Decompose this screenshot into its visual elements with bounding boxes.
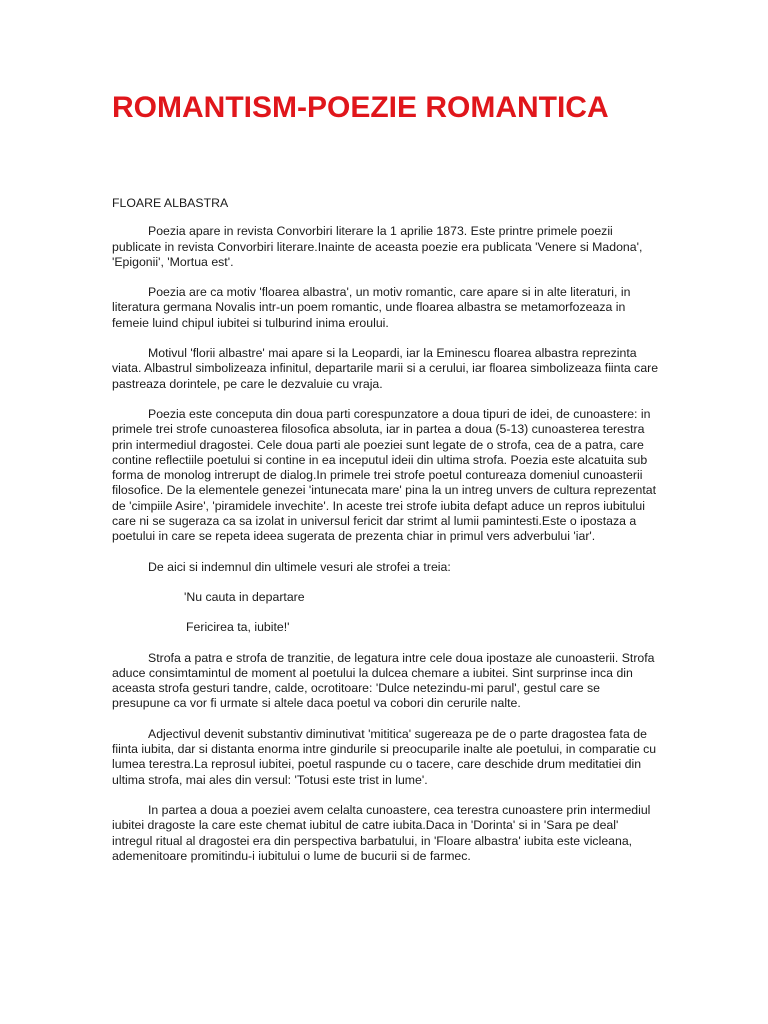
paragraph: Poezia are ca motiv 'floarea albastra', un motiv romantic, care apare si in alte literaturi, in literatura germana Novalis intr-un poem romantic, unde floarea albastra se metamorfozeaza in femeie luind chipul iubitei si tulburind inima eroului. [112, 285, 631, 330]
verse-line: 'Nu cauta in departare [184, 589, 305, 604]
paragraph: In partea a doua a poeziei avem celalta cunoastere, cea terestra cunoastere prin intermediul iubitei dragoste la care este chemat iubitul de catre iubita.Daca in 'Dorinta' si in 'Sara pe deal' intregul ritual al dragostei era din perspectiva barbatului, in 'Floare albastra' iubita este vicleana, ademenitoare promitindu-i iubitului o lume de bucurii si de farmec. [112, 802, 651, 863]
paragraph: De aici si indemnul din ultimele vesuri ale strofei a treia: [148, 559, 451, 574]
paragraph: Poezia apare in revista Convorbiri literare la 1 aprilie 1873. Este printre primele poezii publicate in revista Convorbiri literare.Inainte de aceasta poezie era publicata 'Venere si Madona', 'Epigonii', 'Mortua est'. [112, 224, 643, 269]
section-subtitle: FLOARE ALBASTRA [112, 196, 229, 210]
paragraph: Adjectivul devenit substantiv diminutivat 'mititica' sugereaza pe de o parte dragostea fata de fiinta iubita, dar si distanta enorma intre gindurile si preocuparile inalte ale poetului, in comparatie cu lumea terestra.La reprosul iubitei, poetul raspunde cu o tacere, care deschide drum meditatiei din ultima strofa, mai ales din versul: 'Totusi este trist in lume'. [112, 726, 657, 787]
page-title: ROMANTISM-POEZIE ROMANTICA [112, 91, 609, 124]
paragraph: Motivul 'florii albastre' mai apare si la Leopardi, iar la Eminescu floarea albastra reprezinta viata. Albastrul simbolizeaza infinitul, departarile marii si a cerului, iar floarea simbolizeaza fiinta care pastreaza dorintele, pe care le dezvaluie cu vraja. [112, 346, 659, 391]
paragraph: Poezia este conceputa din doua parti corespunzatore a doua tipuri de idei, de cunoastere: in primele trei strofe cunoasterea filosofica absoluta, iar in partea a doua (5-13) cunoasterea terestra prin intermediul dragostei. Cele doua parti ale poeziei sunt legate de o strofa, cea de a patra, care contine reflectiile poetului si contine in ea inceputul ideii din ultima strofa. Poezia este alcatuita sub forma de monolog intrerupt de dialog.In primele trei strofe poetul contureaza domeniul cunoasterii filosofice. De la elementele genezei 'intunecata mare' pina la un intreg unvers de cultura reprezentat de 'cimpiile Asire', 'piramidele invechite'. In aceste trei strofe iubita defapt aduce un repros iubitului care ni se sugeraza ca sa izolat in universul fericit dar strimt al lumii pamintesti.Este o ipostaza a poetului in care se repeta ideea sugerata de prezenta chiar in primul vers adverbului 'iar'. [112, 406, 657, 544]
paragraph: Strofa a patra e strofa de tranzitie, de legatura intre cele doua ipostaze ale cunoasterii. Strofa aduce consimtamintul de moment al poetului la dulcea chemare a iubitei. Sint surprinse inca din aceasta strofa gesturi tandre, calde, ocrotitoare: 'Dulce netezindu-mi parul', gestul care se presupune ca vor fi urmate si altele daca poetul va cobori din cerurile nalte. [112, 650, 655, 711]
document-body [112, 196, 660, 879]
verse-line: Fericirea ta, iubite!' [186, 620, 290, 635]
